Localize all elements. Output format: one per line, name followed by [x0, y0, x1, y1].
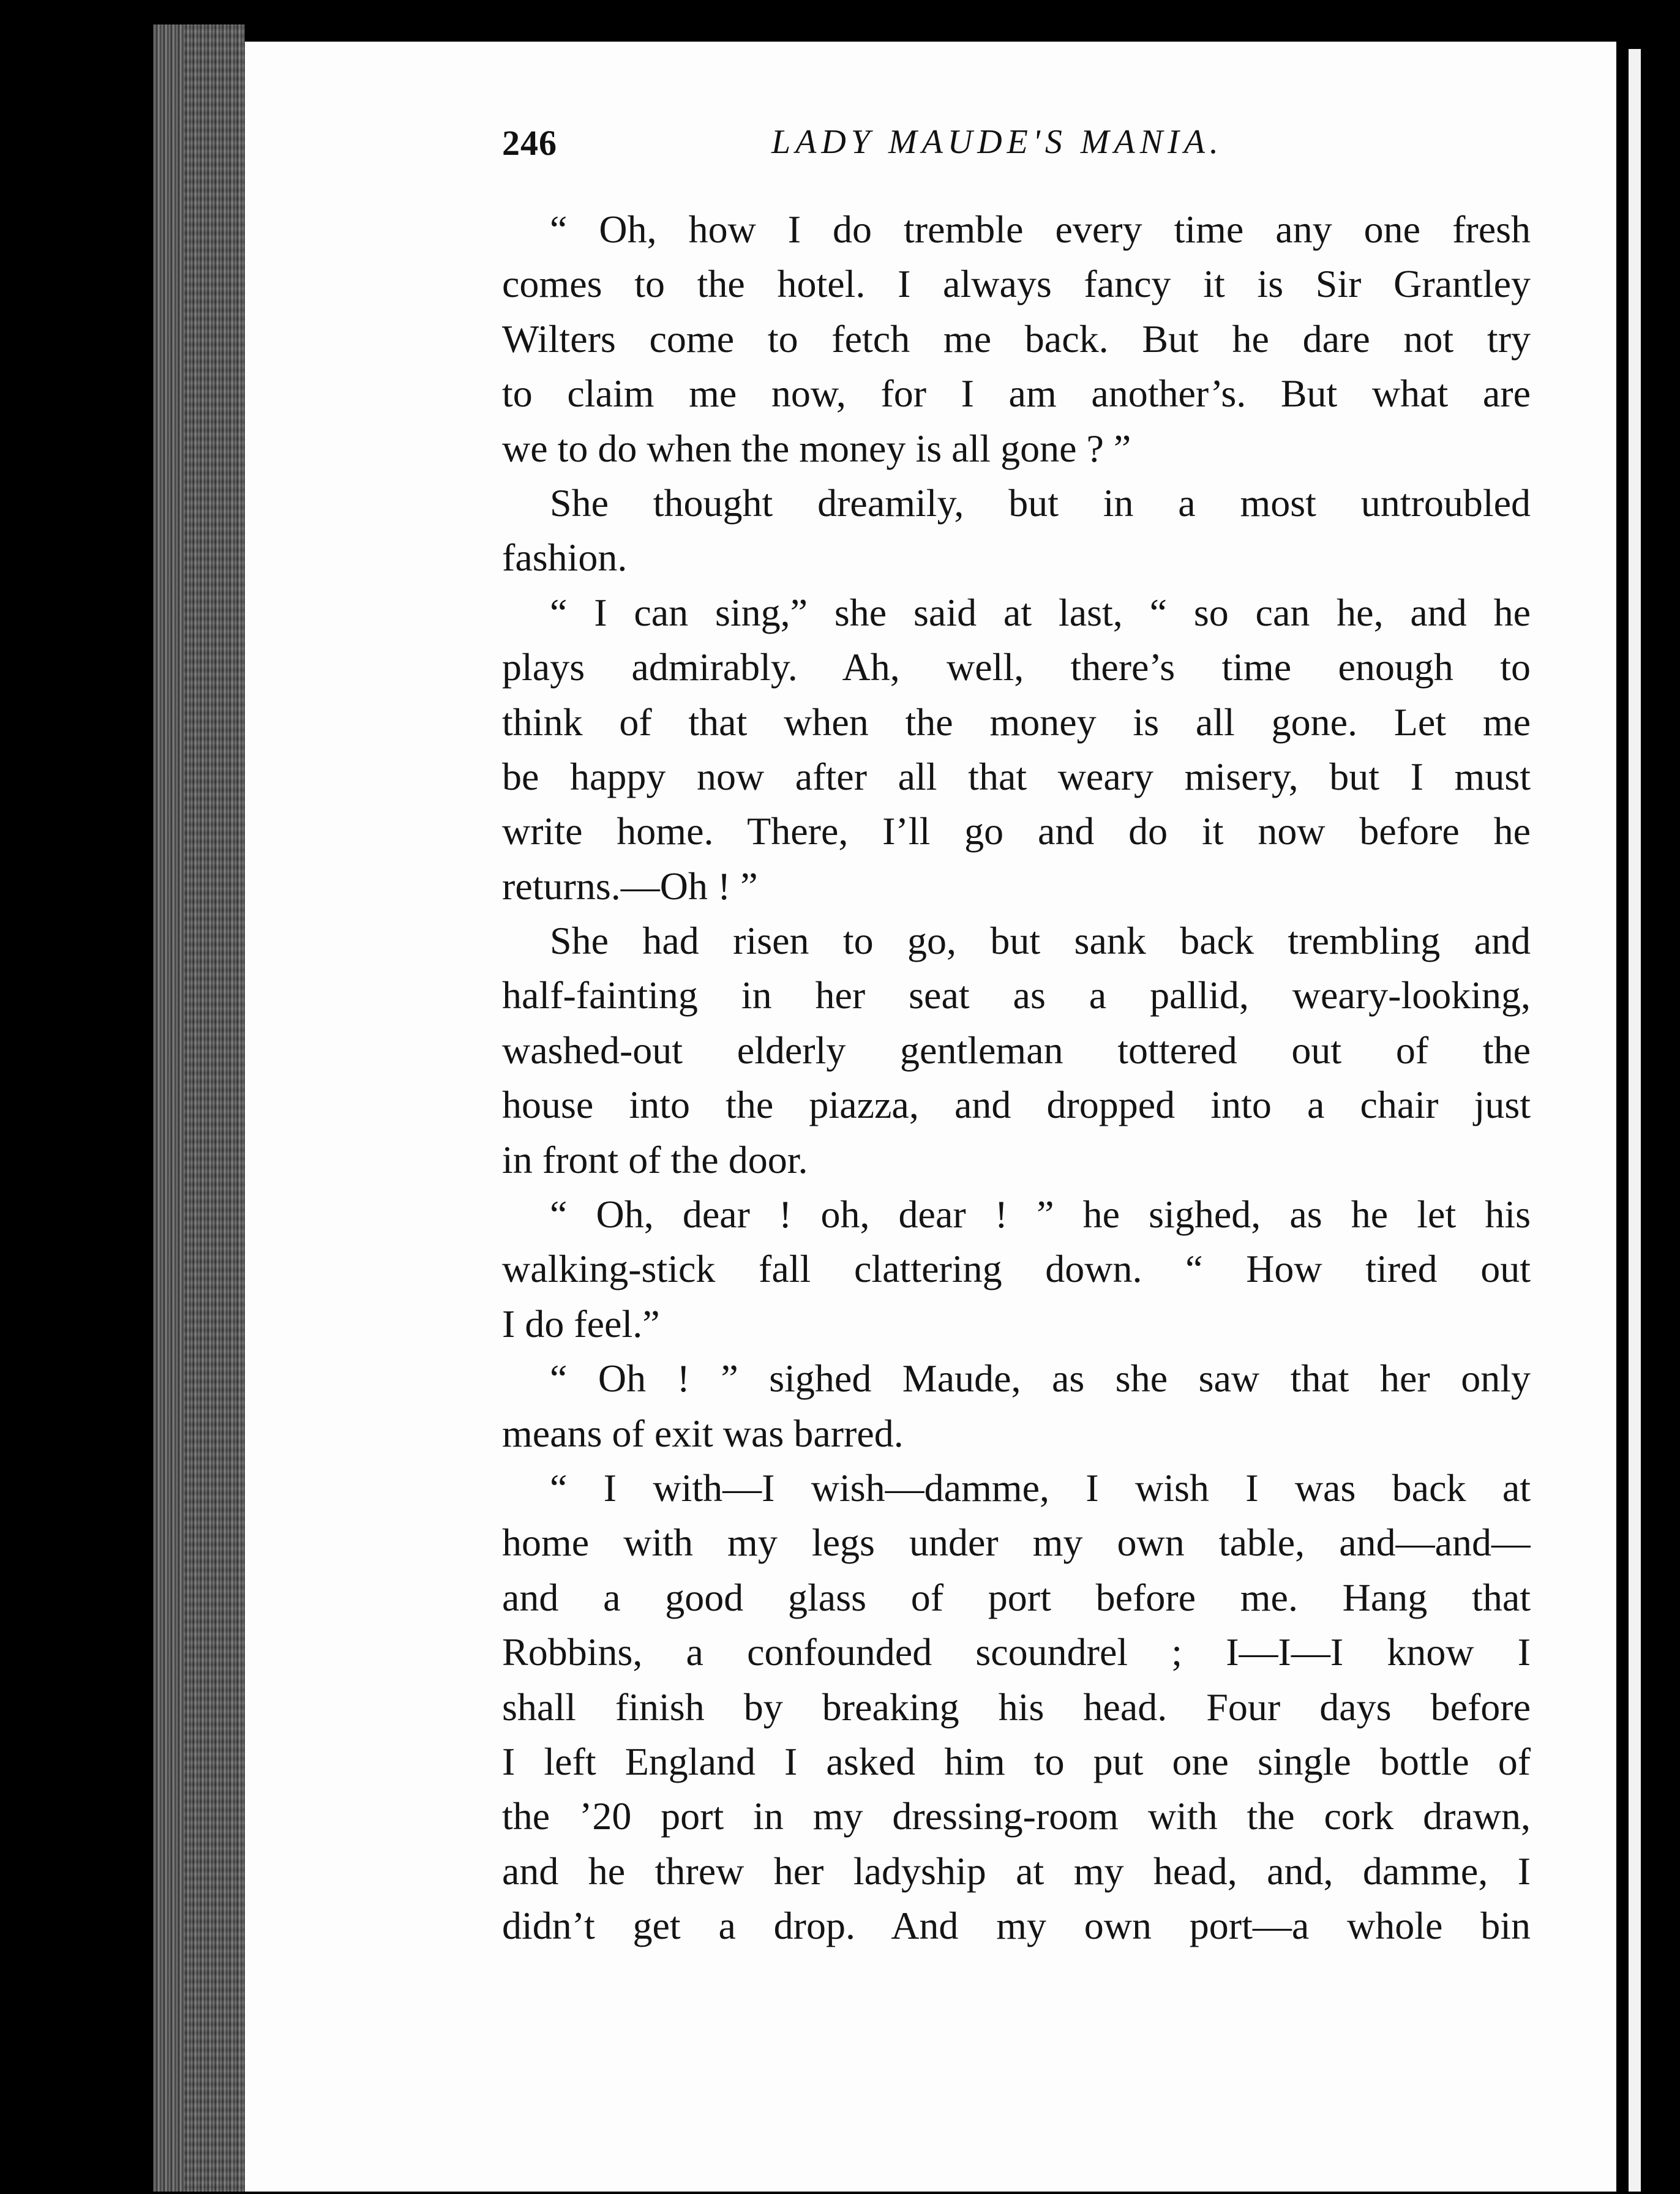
right-margin-dark: [1616, 0, 1680, 2194]
book-fore-edge-texture: [184, 24, 245, 2192]
text-line: I do feel.”: [502, 1301, 660, 1346]
text-line: in front of the door.: [502, 1137, 808, 1181]
text-line: didn’t get a drop. And my own port—a whole bin: [502, 1904, 1531, 1948]
text-line: “ I can sing,” she said at last, “ so can he, and he: [550, 590, 1531, 634]
next-page-edge: [1629, 49, 1641, 2192]
text-line: and a good glass of port before me. Hang that: [502, 1575, 1531, 1619]
text-line: plays admirably. Ah, well, there’s time enough to: [502, 645, 1531, 689]
text-line: write home. There, I’ll go and do it now before he: [502, 809, 1531, 853]
text-line: “ I with—I wish—damme, I wish I was back at: [550, 1466, 1531, 1510]
text-line: comes to the hotel. I always fancy it is Sir Grantley: [502, 262, 1531, 306]
text-line: walking-stick fall clattering down. “ How tired out: [502, 1247, 1531, 1291]
text-line: “ Oh, dear ! oh, dear ! ” he sighed, as he let his: [550, 1192, 1531, 1237]
text-line: She thought dreamily, but in a most untroubled: [550, 481, 1531, 525]
running-head: LADY MAUDE'S MANIA.: [771, 123, 1223, 161]
page-header: [502, 122, 1531, 190]
text-line: Robbins, a confounded scoundrel ; I—I—I know I: [502, 1630, 1531, 1674]
text-line: house into the piazza, and dropped into a chair just: [502, 1083, 1531, 1127]
text-line: fashion.: [502, 536, 628, 580]
text-line: half-fainting in her seat as a pallid, weary-looking,: [502, 973, 1531, 1017]
text-line: think of that when the money is all gone. Let me: [502, 700, 1531, 744]
text-line: shall finish by breaking his head. Four days before: [502, 1685, 1531, 1729]
text-line: be happy now after all that weary misery, but I must: [502, 754, 1531, 798]
page-number: 246: [502, 123, 557, 163]
text-line: I left England I asked him to put one single bottle of: [502, 1739, 1531, 1783]
text-line: Wilters come to fetch me back. But he dare not try: [502, 316, 1531, 361]
text-line: returns.—Oh ! ”: [502, 864, 758, 908]
body-text: [502, 202, 1531, 1953]
text-line: means of exit was barred.: [502, 1411, 904, 1455]
text-line: She had risen to go, but sank back trembling and: [550, 919, 1531, 963]
text-line: and he threw her ladyship at my head, and, damme, I: [502, 1849, 1531, 1893]
text-line: we to do when the money is all gone ? ”: [502, 426, 1131, 470]
text-line: “ Oh, how I do tremble every time any one fresh: [550, 208, 1531, 251]
text-line: “ Oh ! ” sighed Maude, as she saw that her only: [550, 1357, 1531, 1401]
text-line: the ’20 port in my dressing-room with the cork drawn,: [502, 1794, 1531, 1838]
text-line: to claim me now, for I am another’s. But what are: [502, 372, 1531, 416]
text-line: home with my legs under my own table, and—and—: [502, 1521, 1531, 1565]
text-line: washed-out elderly gentleman tottered out of the: [502, 1028, 1531, 1072]
